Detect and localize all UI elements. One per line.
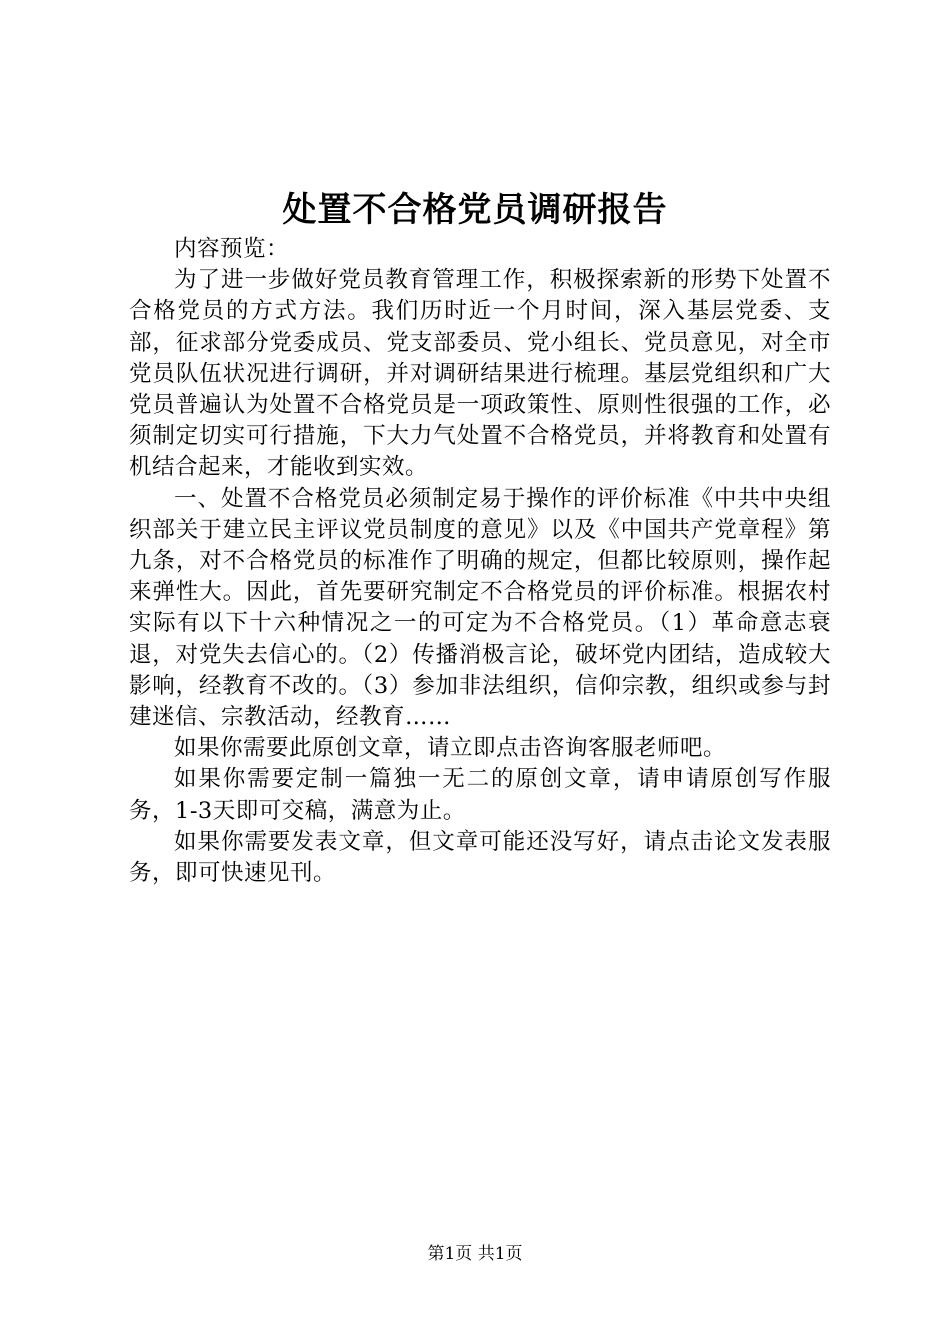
paragraph-intro: 为了进一步做好党员教育管理工作，积极探索新的形势下处置不合格党员的方式方法。我们历时近一个月时间，深入基层党委、支部，征求部分党委成员、党支部委员、党小组长、党员意见，对全市党员队伍状况进行调研，并对调研结果进行梳理。基层党组织和广大党员普遍认为处置不合格党员是一项政策性、原则性很强的工作，必须制定切实可行措施，下大力气处置不合格党员，并将教育和处置有机结合起来，才能收到实效。 (129, 267, 831, 481)
document-body (129, 234, 831, 889)
paragraph-consult-link[interactable]: 如果你需要此原创文章，请立即点击咨询客服老师吧。 (174, 735, 727, 762)
document-title: 处置不合格党员调研报告 (282, 190, 668, 230)
preview-label: 内容预览： (174, 236, 290, 262)
paragraph-publishing-service[interactable]: 如果你需要发表文章，但文章可能还没写好，请点击论文发表服务，即可快速见刊。 (129, 828, 831, 887)
paragraph-custom-writing[interactable]: 如果你需要定制一篇独一无二的原创文章，请申请原创写作服务，1-3天即可交稿，满意为止。 (129, 766, 831, 824)
page-number-footer: 第1页 共1页 (427, 1244, 523, 1264)
paragraph-section-one: 一、处置不合格党员必须制定易于操作的评价标准《中共中央组织部关于建立民主评议党员制度的意见》以及《中国共产党章程》第九条，对不合格党员的标准作了明确的规定，但都比较原则，操作起来弹性大。因此，首先要研究制定不合格党员的评价标准。根据农村实际有以下十六种情况之一的可定为不合格党员。（1）革命意志衰退，对党失去信心的。（2）传播消极言论，破坏党内团结，造成较大影响，经教育不改的。（3）参加非法组织，信仰宗教，组织或参与封建迷信、宗教活动，经教育…… (129, 485, 831, 731)
